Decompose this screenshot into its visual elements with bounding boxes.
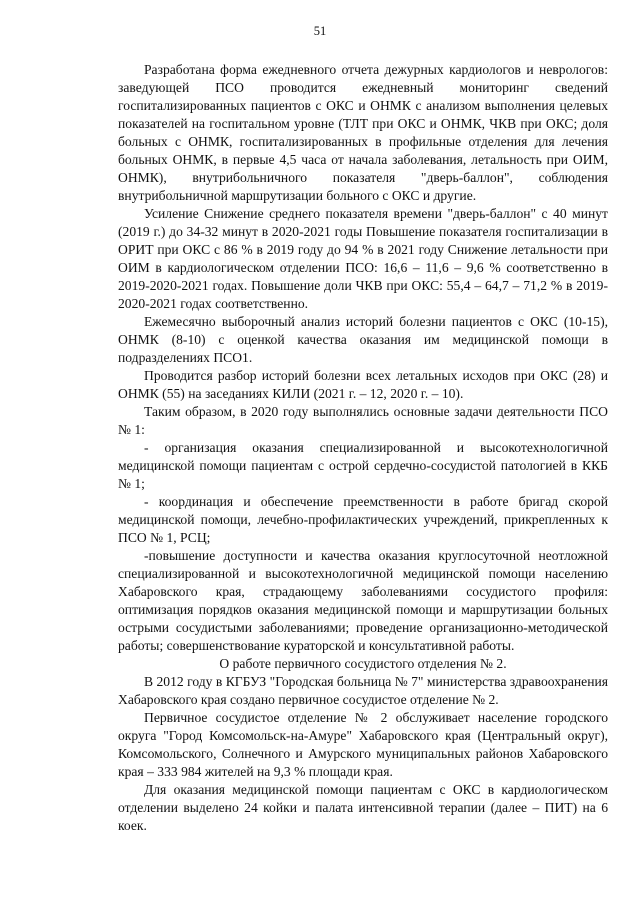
list-item-task-organization: - организация оказания специализированной и высокотехнологичной медицинской помощи пациентам с острой сердечно-сосудистой патологией в ККБ № 1; [118,440,608,491]
paragraph-pso2-coverage: Первичное сосудистое отделение № 2 обслуживает население городского округа "Город Комсомольск-на-Амуре" Хабаровского края (Центральный округ), Комсомольского, Солнечного и Амурского муниципальных районов Хабаровского края – 333 984 жителей на 9,3 % площади края. [118,710,608,779]
paragraph-pso2-creation: В 2012 году в КГБУЗ "Городская больница № 7" министерства здравоохранения Хабаровского края создано первичное сосудистое отделение № 2. [118,674,608,707]
paragraph-mortality-review: Проводится разбор историй болезни всех летальных исходов при ОКС (28) и ОНМК (55) на заседаниях КИЛИ (2021 г. – 12, 2020 г. – 10). [118,368,608,401]
list-item-task-accessibility: -повышение доступности и качества оказания круглосуточной неотложной специализированной и высокотехнологичной медицинской помощи населению Хабаровского края, страдающему заболеваниями сосудистого профиля: оптимизация порядков оказания медицинской помощи и маршрутизации больных острыми сосудистыми заболеваниями; проведение организационно-методической работы; совершенствование кураторской и консультативной работы. [118,548,608,653]
paragraph-monthly-analysis: Ежемесячно выборочный анализ историй болезни пациентов с ОКС (10-15), ОНМК (8-10) с оценкой качества оказания им медицинской помощи в подразделениях ПСО1. [118,314,608,365]
paragraph-summary-intro: Таким образом, в 2020 году выполнялись основные задачи деятельности ПСО № 1: [118,404,608,437]
section-heading: О работе первичного сосудистого отделения № 2. [219,656,507,671]
paragraph-door-balloon-results: Усиление Снижение среднего показателя времени "дверь-баллон" с 40 минут (2019 г.) до 34-32 минут в 2020-2021 годы Повышение показателя госпитализации в ОРИТ при ОКС с 86 % в 2019 году до 94 % в 2021 году Снижение летальности при ОИМ в кардиологическом отделении ПСО: 16,6 – 11,6 – 9,6 % соответственно в 2019-2020-2021 годах. Повышение доли ЧКВ при ОКС: 55,4 – 64,7 – 71,2 % в 2019-2020-2021 годах соответственно. [118,206,608,311]
paragraph-daily-report-form: Разработана форма ежедневного отчета дежурных кардиологов и неврологов: заведующей ПСО проводится ежедневный мониторинг сведений госпитализированных пациентов с ОКС и ОНМК с анализом выполнения целевых показателей на госпитальном уровне (ТЛТ при ОКС и ОНМК, ЧКВ при ОКС; доля больных с ОНМК, госпитализированных в профильные отделения для лечения больных ОНМК, в первые 4,5 часа от начала заболевания, летальность при ОИМ, ОНМК), внутрибольничного показателя "дверь-баллон", соблюдения внутрибольничной маршрутизации больного с ОКС и другие. [118,62,608,203]
paragraph-pso2-beds: Для оказания медицинской помощи пациентам с ОКС в кардиологическом отделении выделено 24 койки и палата интенсивной терапии (далее – ПИТ) на 6 коек. [118,782,608,833]
page-body [118,61,608,835]
page-number: 51 [313,24,327,38]
list-item-task-coordination: - координация и обеспечение преемственности в работе бригад скорой медицинской помощи, лечебно-профилактических учреждений, прикрепленных к ПСО № 1, РСЦ; [118,494,608,545]
